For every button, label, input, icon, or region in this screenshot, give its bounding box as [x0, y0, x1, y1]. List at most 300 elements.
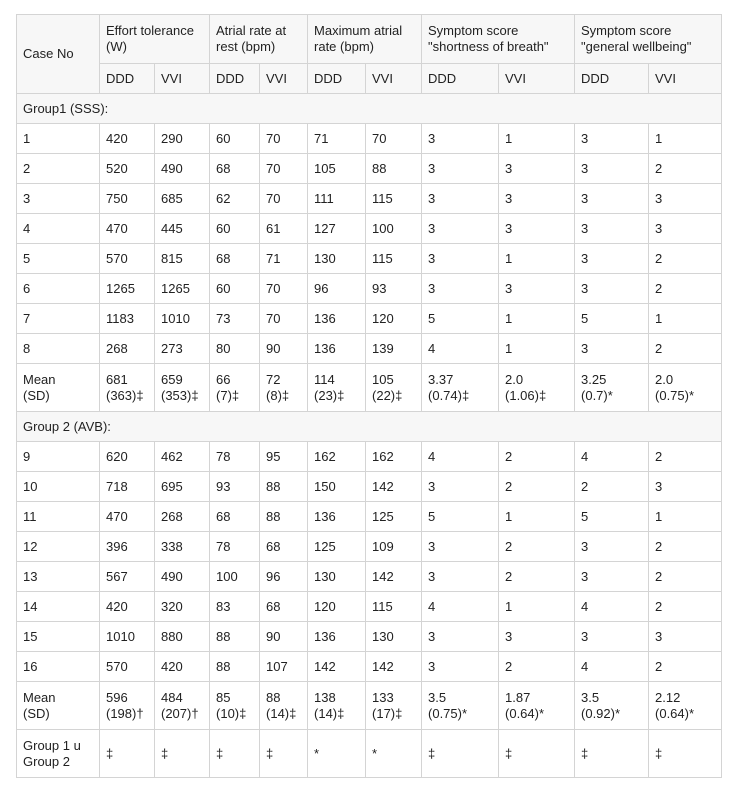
table-cell: 2 [499, 442, 575, 472]
mean-cell [260, 682, 308, 730]
mean-cell [260, 364, 308, 412]
table-cell: 1 [649, 124, 722, 154]
table-row [17, 244, 722, 274]
table-cell: 3 [649, 184, 722, 214]
table-cell: 68 [260, 532, 308, 562]
table-cell: 136 [308, 334, 366, 364]
table-cell: 88 [210, 652, 260, 682]
table-cell: 718 [100, 472, 155, 502]
table-cell: 80 [210, 334, 260, 364]
table-cell: 4 [575, 652, 649, 682]
table-cell: 268 [100, 334, 155, 364]
table-cell: 6 [17, 274, 100, 304]
mean-cell [422, 682, 499, 730]
significance-marker: ‡ [210, 730, 260, 778]
table-cell: 100 [366, 214, 422, 244]
table-cell: 70 [260, 274, 308, 304]
table-cell: 3 [575, 214, 649, 244]
table-cell: 60 [210, 124, 260, 154]
table-cell: 142 [308, 652, 366, 682]
table-cell: 3 [422, 274, 499, 304]
mean-cell [100, 364, 155, 412]
table-cell: 3 [575, 334, 649, 364]
sd-value: (0.64)* [655, 705, 695, 721]
header-line1: Symptom score [428, 23, 519, 38]
table-cell: 88 [210, 622, 260, 652]
table-cell: 120 [308, 592, 366, 622]
table-cell: 1 [499, 244, 575, 274]
table-cell: 3 [649, 472, 722, 502]
mean-cell [499, 364, 575, 412]
table-cell: 3 [422, 562, 499, 592]
mean-value: 2.0 [655, 371, 674, 387]
header-line2: "shortness of breath" [428, 39, 549, 54]
table-cell: 16 [17, 652, 100, 682]
effort-tolerance-header [100, 15, 210, 64]
table-cell: 3 [422, 472, 499, 502]
table-cell: 620 [100, 442, 155, 472]
table-cell: 130 [366, 622, 422, 652]
mean-cell [575, 364, 649, 412]
significance-marker: ‡ [155, 730, 210, 778]
table-cell: 470 [100, 502, 155, 532]
mean-value: 3.37 [428, 371, 454, 387]
table-cell: 14 [17, 592, 100, 622]
table-cell: 70 [366, 124, 422, 154]
significance-marker: ‡ [499, 730, 575, 778]
table-cell: 130 [308, 562, 366, 592]
table-row [17, 304, 722, 334]
table-cell: 520 [100, 154, 155, 184]
table-cell: 68 [210, 154, 260, 184]
sd-value: (23)‡ [314, 387, 345, 403]
table-row [17, 502, 722, 532]
table-cell: 3 [649, 622, 722, 652]
case-no-header: Case No [17, 15, 100, 94]
table-cell: 13 [17, 562, 100, 592]
table-cell: 162 [308, 442, 366, 472]
mean-value: 72 [266, 371, 281, 387]
table-cell: 3 [499, 214, 575, 244]
mean-value: 133 [372, 689, 394, 705]
table-cell: 150 [308, 472, 366, 502]
table-cell: 1 [499, 502, 575, 532]
mean-cell [575, 682, 649, 730]
mean-value: 88 [266, 689, 281, 705]
table-cell: 162 [366, 442, 422, 472]
group-label: Group 2 (AVB): [17, 412, 722, 442]
table-cell: 93 [210, 472, 260, 502]
mean-cell [308, 682, 366, 730]
table-cell: 88 [366, 154, 422, 184]
table-cell: 70 [260, 304, 308, 334]
table-cell: 4 [575, 592, 649, 622]
table-cell: 115 [366, 592, 422, 622]
table-cell: 3 [649, 214, 722, 244]
mean-value: Mean [23, 371, 56, 387]
mean-value: 3.5 [581, 689, 600, 705]
table-cell: 1 [649, 304, 722, 334]
mean-cell [366, 364, 422, 412]
table-cell: 273 [155, 334, 210, 364]
table-cell: 3 [422, 532, 499, 562]
table-cell: 3 [575, 622, 649, 652]
header-line2: rest (bpm) [216, 39, 276, 54]
group-label-row [17, 94, 722, 124]
significance-marker: ‡ [260, 730, 308, 778]
table-cell: 142 [366, 652, 422, 682]
table-cell: 107 [260, 652, 308, 682]
table-cell: 570 [100, 652, 155, 682]
mean-value: 596 [106, 689, 128, 705]
mean-cell [308, 364, 366, 412]
mean-value: 3.5 [428, 689, 447, 705]
sd-value: (353)‡ [161, 387, 199, 403]
sd-value: (0.7)* [581, 387, 613, 403]
table-cell: 3 [575, 124, 649, 154]
table-cell: 1 [499, 592, 575, 622]
sd-value: (22)‡ [372, 387, 403, 403]
table-cell: 68 [210, 502, 260, 532]
table-cell: 2 [649, 532, 722, 562]
table-cell: 2 [575, 472, 649, 502]
table-cell: 7 [17, 304, 100, 334]
table-row [17, 154, 722, 184]
table-cell: 445 [155, 214, 210, 244]
header-line1: Effort tolerance [106, 23, 194, 38]
table-cell: 1010 [100, 622, 155, 652]
mean-value: 138 [314, 689, 336, 705]
table-cell: 3 [422, 244, 499, 274]
table-cell: 338 [155, 532, 210, 562]
table-cell: 3 [575, 274, 649, 304]
sd-value: (8)‡ [266, 387, 290, 403]
sd-value: (0.74)‡ [428, 387, 470, 403]
table-cell: 4 [422, 442, 499, 472]
table-row [17, 274, 722, 304]
table-cell: 127 [308, 214, 366, 244]
table-cell: 90 [260, 334, 308, 364]
table-cell: 62 [210, 184, 260, 214]
results-table [16, 14, 722, 778]
sd-value: (0.92)* [581, 705, 621, 721]
comparison-row [17, 730, 722, 778]
table-cell: 695 [155, 472, 210, 502]
table-cell: 3 [499, 154, 575, 184]
header-line2: (W) [106, 39, 127, 54]
table-row [17, 652, 722, 682]
table-cell: 3 [575, 562, 649, 592]
mean-cell [422, 364, 499, 412]
mode-header: VVI [366, 64, 422, 94]
table-row [17, 214, 722, 244]
table-cell: 490 [155, 562, 210, 592]
table-cell: 96 [308, 274, 366, 304]
table-cell: 3 [499, 622, 575, 652]
table-cell: 93 [366, 274, 422, 304]
max-atrial-rate-header [308, 15, 422, 64]
table-cell: 142 [366, 472, 422, 502]
table-cell: 470 [100, 214, 155, 244]
table-cell: 570 [100, 244, 155, 274]
mean-value: 114 [314, 371, 335, 387]
table-cell: 3 [422, 652, 499, 682]
header-line1: Atrial rate at [216, 23, 287, 38]
table-cell: 3 [575, 154, 649, 184]
mean-value: 105 [372, 371, 394, 387]
table-cell: 420 [100, 124, 155, 154]
table-cell: 5 [422, 502, 499, 532]
table-cell: 70 [260, 184, 308, 214]
mode-header: DDD [308, 64, 366, 94]
sd-value: (14)‡ [266, 705, 297, 721]
table-cell: 1 [17, 124, 100, 154]
table-cell: 70 [260, 154, 308, 184]
mean-cell [17, 364, 100, 412]
mean-row [17, 682, 722, 730]
table-cell: 12 [17, 532, 100, 562]
table-cell: 10 [17, 472, 100, 502]
table-cell: 139 [366, 334, 422, 364]
mode-header: DDD [575, 64, 649, 94]
table-cell: 3 [422, 154, 499, 184]
table-cell: 136 [308, 502, 366, 532]
mean-cell [155, 364, 210, 412]
subheader-row [17, 64, 722, 94]
mean-cell [649, 364, 722, 412]
mode-header: VVI [260, 64, 308, 94]
table-cell: 71 [308, 124, 366, 154]
table-cell: 4 [422, 334, 499, 364]
atrial-rate-rest-header [210, 15, 308, 64]
table-cell: 2 [17, 154, 100, 184]
table-cell: 268 [155, 502, 210, 532]
mean-value: 2.0 [505, 371, 524, 387]
table-cell: 567 [100, 562, 155, 592]
table-cell: 95 [260, 442, 308, 472]
table-cell: 3 [575, 184, 649, 214]
table-cell: 320 [155, 592, 210, 622]
mean-cell [499, 682, 575, 730]
sd-value: (198)† [106, 705, 144, 721]
table-cell: 109 [366, 532, 422, 562]
mode-header: DDD [422, 64, 499, 94]
table-row [17, 532, 722, 562]
mean-value: 66 [216, 371, 231, 387]
table-cell: 3 [17, 184, 100, 214]
significance-marker: ‡ [649, 730, 722, 778]
table-cell: 83 [210, 592, 260, 622]
mean-value: 681 [106, 371, 128, 387]
table-cell: 125 [308, 532, 366, 562]
mode-header: DDD [210, 64, 260, 94]
table-cell: 1183 [100, 304, 155, 334]
table-cell: 5 [422, 304, 499, 334]
mean-cell [649, 682, 722, 730]
table-cell: 68 [210, 244, 260, 274]
table-cell: 100 [210, 562, 260, 592]
mean-cell [100, 682, 155, 730]
table-cell: 2 [499, 472, 575, 502]
header-line2: "general wellbeing" [581, 39, 692, 54]
mean-value: Mean [23, 689, 56, 705]
group-label: Group1 (SSS): [17, 94, 722, 124]
table-cell: 5 [575, 502, 649, 532]
significance-marker: * [308, 730, 366, 778]
table-cell: 3 [575, 532, 649, 562]
comparison-label [17, 730, 100, 778]
table-cell: 142 [366, 562, 422, 592]
table-cell: 815 [155, 244, 210, 274]
table-cell: 60 [210, 274, 260, 304]
mean-cell [210, 682, 260, 730]
table-cell: 120 [366, 304, 422, 334]
table-cell: 2 [649, 154, 722, 184]
mean-value: 1.87 [505, 689, 531, 705]
table-cell: 5 [575, 304, 649, 334]
table-cell: 88 [260, 502, 308, 532]
table-cell: 880 [155, 622, 210, 652]
table-cell: 290 [155, 124, 210, 154]
table-cell: 115 [366, 244, 422, 274]
mode-header: DDD [100, 64, 155, 94]
table-cell: 2 [649, 274, 722, 304]
table-cell: 3 [422, 184, 499, 214]
mode-header: VVI [155, 64, 210, 94]
mean-cell [366, 682, 422, 730]
table-cell: 125 [366, 502, 422, 532]
sd-value: (0.75)* [428, 705, 468, 721]
table-cell: 9 [17, 442, 100, 472]
symptom-wellbeing-header [575, 15, 722, 64]
table-cell: 4 [422, 592, 499, 622]
table-cell: 1 [499, 304, 575, 334]
table-cell: 750 [100, 184, 155, 214]
table-cell: 71 [260, 244, 308, 274]
table-cell: 4 [17, 214, 100, 244]
mean-cell [17, 682, 100, 730]
table-cell: 61 [260, 214, 308, 244]
mean-cell [155, 682, 210, 730]
sd-value: (SD) [23, 705, 50, 721]
table-cell: 3 [575, 244, 649, 274]
table-cell: 2 [499, 652, 575, 682]
table-row [17, 472, 722, 502]
header-line1: Symptom score [581, 23, 672, 38]
mean-value: 659 [161, 371, 183, 387]
table-cell: 78 [210, 532, 260, 562]
table-cell: 5 [17, 244, 100, 274]
table-cell: 1 [649, 502, 722, 532]
table-cell: 4 [575, 442, 649, 472]
mean-cell [210, 364, 260, 412]
sd-value: (1.06)‡ [505, 387, 547, 403]
sd-value: (363)‡ [106, 387, 144, 403]
sd-value: (0.75)* [655, 387, 695, 403]
table-cell: 2 [499, 562, 575, 592]
table-cell: 130 [308, 244, 366, 274]
table-cell: 1 [499, 334, 575, 364]
table-cell: 2 [649, 334, 722, 364]
mean-value: 3.25 [581, 371, 607, 387]
table-cell: 136 [308, 622, 366, 652]
mode-header: VVI [499, 64, 575, 94]
table-cell: 96 [260, 562, 308, 592]
table-cell: 685 [155, 184, 210, 214]
sd-value: (7)‡ [216, 387, 240, 403]
table-cell: 396 [100, 532, 155, 562]
table-cell: 68 [260, 592, 308, 622]
table-row [17, 592, 722, 622]
sd-value: (17)‡ [372, 705, 403, 721]
comparison-line2: Group 2 [23, 753, 70, 769]
sd-value: (0.64)* [505, 705, 545, 721]
sd-value: (10)‡ [216, 705, 247, 721]
table-cell: 8 [17, 334, 100, 364]
table-cell: 2 [649, 652, 722, 682]
table-cell: 490 [155, 154, 210, 184]
table-row [17, 124, 722, 154]
mean-value: 85 [216, 689, 231, 705]
table-cell: 2 [649, 244, 722, 274]
significance-marker: ‡ [575, 730, 649, 778]
comparison-line1: Group 1 u [23, 737, 81, 753]
table-cell: 2 [649, 562, 722, 592]
sd-value: (14)‡ [314, 705, 345, 721]
table-cell: 111 [308, 184, 366, 214]
mode-header: VVI [649, 64, 722, 94]
table-row [17, 442, 722, 472]
table-row [17, 184, 722, 214]
table-cell: 115 [366, 184, 422, 214]
header-line2: rate (bpm) [314, 39, 374, 54]
header-row [17, 15, 722, 64]
significance-marker: ‡ [100, 730, 155, 778]
table-cell: 136 [308, 304, 366, 334]
table-cell: 1 [499, 124, 575, 154]
table-row [17, 622, 722, 652]
sd-value: (SD) [23, 387, 50, 403]
significance-marker: * [366, 730, 422, 778]
mean-row [17, 364, 722, 412]
table-cell: 462 [155, 442, 210, 472]
table-cell: 73 [210, 304, 260, 334]
table-cell: 420 [155, 652, 210, 682]
significance-marker: ‡ [422, 730, 499, 778]
table-cell: 3 [422, 214, 499, 244]
table-cell: 11 [17, 502, 100, 532]
symptom-breath-header [422, 15, 575, 64]
table-cell: 60 [210, 214, 260, 244]
header-line1: Maximum atrial [314, 23, 403, 38]
table-cell: 2 [649, 592, 722, 622]
table-cell: 78 [210, 442, 260, 472]
table-cell: 1010 [155, 304, 210, 334]
table-cell: 70 [260, 124, 308, 154]
table-cell: 3 [499, 274, 575, 304]
mean-value: 484 [161, 689, 183, 705]
table-cell: 105 [308, 154, 366, 184]
mean-value: 2.12 [655, 689, 681, 705]
table-row [17, 334, 722, 364]
table-cell: 88 [260, 472, 308, 502]
table-cell: 15 [17, 622, 100, 652]
table-cell: 2 [499, 532, 575, 562]
table-cell: 90 [260, 622, 308, 652]
table-cell: 420 [100, 592, 155, 622]
group-label-row [17, 412, 722, 442]
sd-value: (207)† [161, 705, 199, 721]
